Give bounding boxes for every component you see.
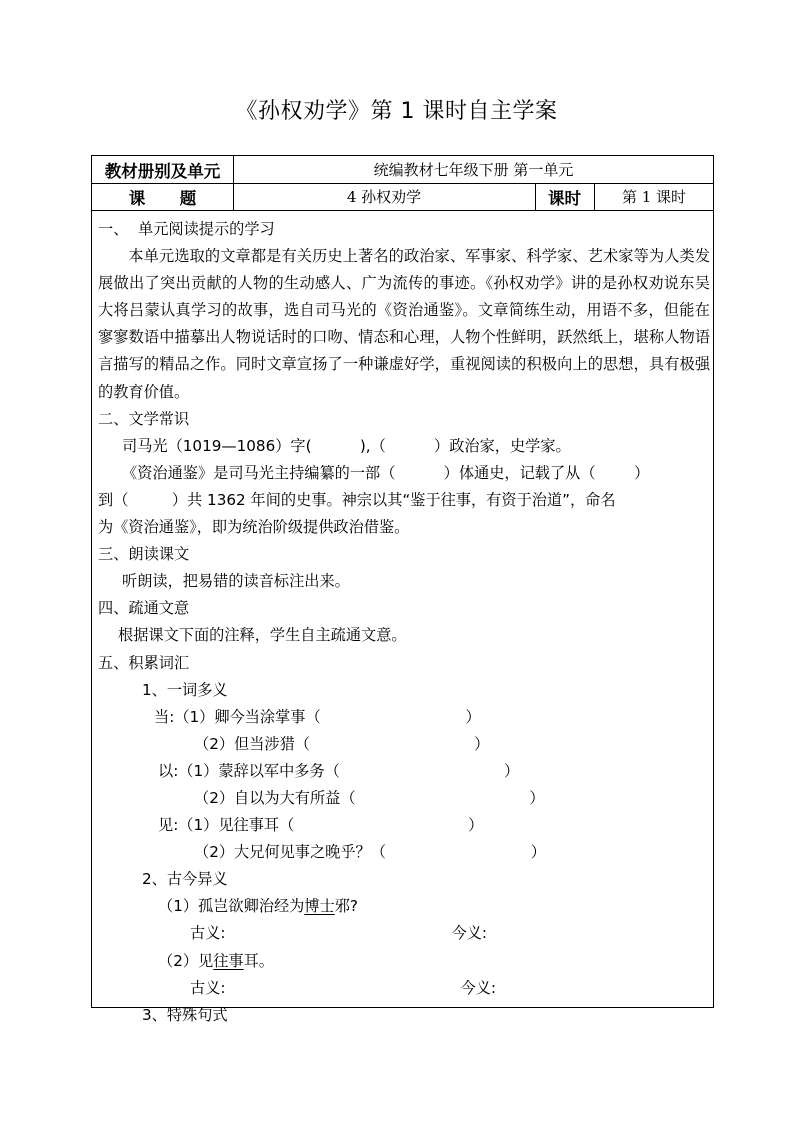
- underlined-word: 往事: [213, 951, 244, 970]
- underlined-word: 博士: [304, 897, 335, 916]
- ancient-meaning-label: 古义:: [190, 924, 226, 943]
- reading-instruction: 听朗读，把易错的读音标注出来。: [122, 572, 350, 591]
- literature-line: 司马光（1019—1086）字( ),（ ）政治家，史学家。: [122, 436, 571, 455]
- literature-line: 《资治通鉴》是司马光主持编纂的一部（ ）体通史，记载了从（ ）: [122, 463, 650, 482]
- literature-line: 为《资治通鉴》，即为统治阶级提供政治借鉴。: [98, 518, 410, 537]
- value-period: 第 1 课时: [621, 188, 687, 206]
- ancient-meaning-label: 古义:: [190, 978, 226, 997]
- page-title: 《孙权劝学》第 1 课时自主学案: [235, 99, 558, 124]
- ancient-modern-item: [98, 948, 710, 975]
- label-lesson-title: 课 题: [128, 188, 197, 208]
- polysemy-item: 当:（1）卿今当涂掌事（ ）: [154, 707, 481, 726]
- ancient-modern-text: 耳。: [243, 951, 274, 970]
- ancient-modern-text: 邪?: [334, 897, 358, 916]
- value-lesson-title: 4 孙权劝学: [346, 188, 422, 206]
- polysemy-item: 见:（1）见往事耳（ ）: [158, 816, 484, 835]
- meaning-row: [98, 975, 710, 1002]
- literature-line: 到（ ）共 1362 年间的史事。神宗以其“鉴于往事，有资于治道”，命名: [98, 490, 616, 509]
- polysemy-item: （2）但当涉猎（ ）: [194, 734, 490, 753]
- polysemy-item: （2）自以为大有所益（ ）: [194, 788, 545, 807]
- polysemy-item: （2）大兄何见事之晚乎？（ ）: [194, 843, 546, 862]
- unit-reading-paragraph: 本单元选取的文章都是有关历史上著名的政治家、军事家、科学家、艺术家等为人类发展做出了突出贡献的人物的生动感人、广为流传的事迹。《孙权劝学》讲的是孙权劝说东吴大将吕蒙认真学习的故事，选自司马光的《资治通鉴》。文章简练生动，用语不多，但能在寥寥数语中描摹出人物说话时的口吻、情态和心理，人物个性鲜明，跃然纸上，堪称人物语言描写的精品之作。同时文章宣扬了一种谦虚好学，重视阅读的积极向上的思想，具有极强的教育价值。: [98, 247, 710, 401]
- section-heading: 二、文学常识: [98, 409, 190, 428]
- ancient-modern-text: （1）孤岂欲卿治经为: [158, 897, 305, 916]
- subsection-heading: 1、一词多义: [142, 680, 228, 699]
- subsection-heading: 2、古今异义: [142, 870, 228, 889]
- translation-instruction: 根据课文下面的注释，学生自主疏通文意。: [118, 626, 407, 645]
- modern-meaning-label: 今义:: [451, 924, 487, 943]
- section-heading: 三、朗读课文: [98, 545, 190, 564]
- section-heading: 四、疏通文意: [98, 599, 190, 618]
- ancient-modern-text: （2）见: [158, 951, 214, 970]
- ancient-modern-item: [98, 893, 710, 920]
- row-divider: [92, 210, 713, 211]
- value-textbook-unit: 统编教材七年级下册 第一单元: [373, 161, 574, 179]
- worksheet-content: [98, 216, 710, 1029]
- section-heading: 一、 单元阅读提示的学习: [98, 220, 275, 238]
- modern-meaning-label: 今义:: [460, 978, 496, 997]
- label-period: 课时: [548, 188, 581, 208]
- polysemy-item: 以:（1）蒙辞以军中多务（ ）: [158, 761, 520, 780]
- meaning-row: [98, 920, 710, 947]
- worksheet-table: [91, 155, 714, 1024]
- subsection-heading: 3、特殊句式: [142, 1005, 228, 1024]
- label-textbook-unit: 教材册别及单元: [104, 161, 221, 181]
- section-heading: 五、积累词汇: [98, 653, 190, 672]
